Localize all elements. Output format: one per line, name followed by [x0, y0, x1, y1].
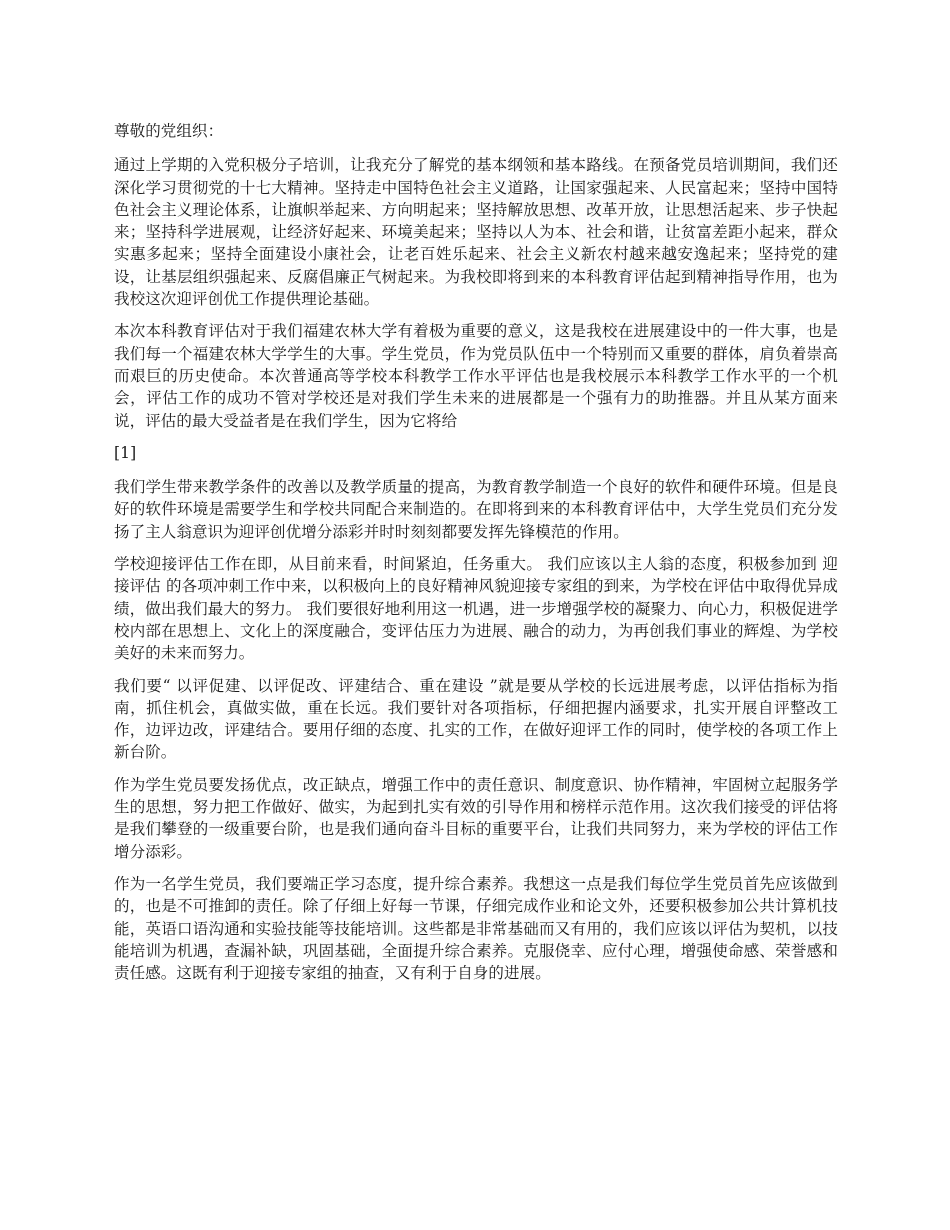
paragraph-importance-of-evaluation: 本次本科教育评估对于我们福建农林大学有着极为重要的意义，这是我校在进展建设中的一件大事，也是我们每一个福建农林大学学生的大事。学生党员，作为党员队伍中一个特别而又重要的群体，肩负着崇高而艰巨的历史使命。本次普通高等学校本科教学工作水平评估也是我校展示本科教学工作水平的一个机会，评估工作的成功不管对学校还是对我们学生未来的进展都是一个强有力的助推器。并且从某方面来说，评估的最大受益者是在我们学生，因为它将给 [114, 322, 838, 430]
footnote-marker: [1] [114, 443, 137, 462]
paragraph-evaluation-principles: 我们要“ 以评促建、以评促改、评建结合、重在建设 ”就是要从学校的长远进展考虑，以评估指标为指南，抓住机会，真做实做，重在长远。我们要针对各项指标，仔细把握内涵要求，扎实开展自评整改工作，边评边改，评建结合。要用仔细的态度、扎实的工作，在做好迎评工作的同时，使学校的各项工作上新台阶。 [114, 676, 838, 762]
paragraph-teaching-conditions: 我们学生带来教学条件的改善以及教学质量的提高，为教育教学制造一个良好的软件和硬件环境。但是良好的软件环境是需要学生和学校共同配合来制造的。在即将到来的本科教育评估中，大学生党员们充分发扬了主人翁意识为迎评创优增分添彩并时时刻刻都要发挥先锋模范的作用。 [114, 478, 838, 541]
salutation: 尊敬的党组织： [114, 122, 224, 140]
paragraph-study-of-party-line: 通过上学期的入党积极分子培训，让我充分了解党的基本纲领和基本路线。在预备党员培训期间，我们还深化学习贯彻党的十七大精神。坚持走中国特色社会主义道路，让国家强起来、人民富起来；坚持中国特色社会主义理论体系，让旗帜举起来、方向明起来；坚持解放思想、改革开放，让思想活起来、步子快起来；坚持科学进展观，让经济好起来、环境美起来；坚持以人为本、社会和谐，让贫富差距小起来，群众实惠多起来；坚持全面建设小康社会，让老百姓乐起来、社会主义新农村越来越安逸起来；坚持党的建设，让基层组织强起来、反腐倡廉正气树起来。为我校即将到来的本科教育评估起到精神指导作用，也为我校这次迎评创优工作提供理论基础。 [114, 156, 838, 309]
paragraph-learning-attitude: 作为一名学生党员，我们要端正学习态度，提升综合素养。我想这一点是我们每位学生党员首先应该做到的，也是不可推卸的责任。除了仔细上好每一节课，仔细完成作业和论文外，还要积极参加公共计算机技能，英语口语沟通和实验技能等技能培训。这些都是非常基础而又有用的，我们应该以评估为契机，以技能培训为机遇，查漏补缺，巩固基础，全面提升综合素养。克服侥幸、应付心理，增强使命感、荣誉感和责任感。这既有利于迎接专家组的抽查，又有利于自身的进展。 [114, 874, 838, 983]
paragraph-welcoming-evaluation: 学校迎接评估工作在即，从目前来看，时间紧迫，任务重大。 我们应该以主人翁的态度，积极参加到 迎接评估 的各项冲刺工作中来，以积极向上的良好精神风貌迎接专家组的到来，为学校在评估中取得优异成绩，做出我们最大的努力。 我们要很好地利用这一机遇，进一步增强学校的凝聚力、向心力，积极促进学校内部在思想上、文化上的深度融合，变评估压力为进展、融合的动力，为再创我们事业的辉煌、为学校美好的未来而努力。 [114, 555, 838, 663]
document-page [114, 120, 838, 994]
paragraph-party-member-responsibility: 作为学生党员要发扬优点，改正缺点，增强工作中的责任意识、制度意识、协作精神，牢固树立起服务学生的思想，努力把工作做好、做实，为起到扎实有效的引导作用和榜样示范作用。这次我们接受的评估将是我们攀登的一级重要台阶，也是我们通向奋斗目标的重要平台，让我们共同努力，来为学校的评估工作增分添彩。 [114, 775, 838, 861]
